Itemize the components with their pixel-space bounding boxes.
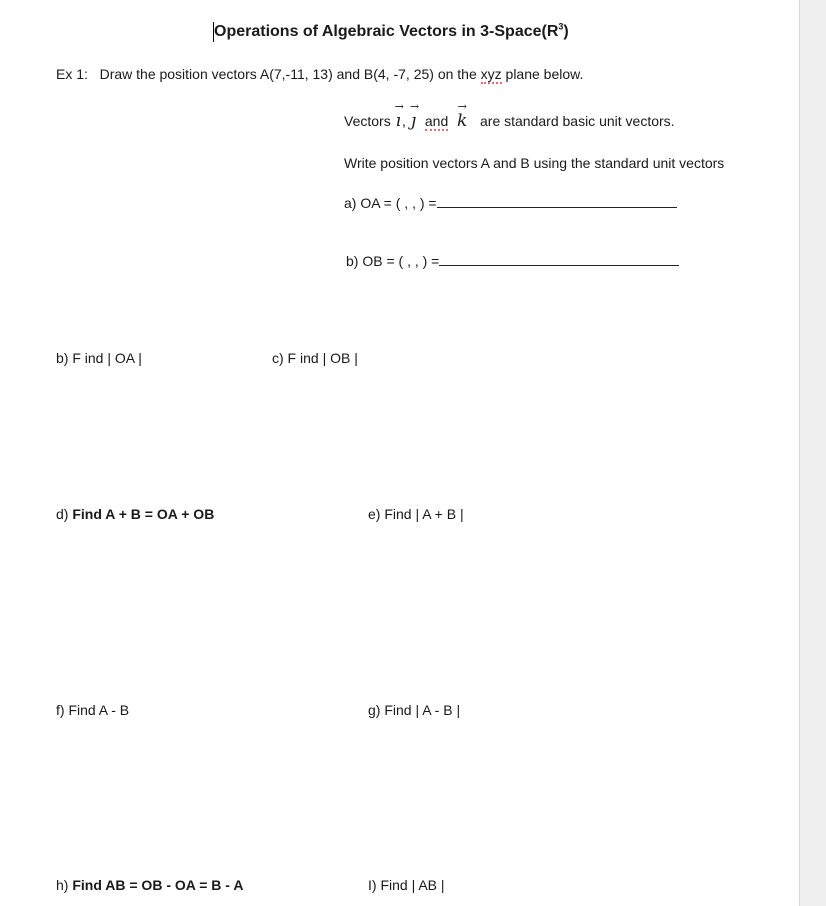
- question-i: I) Find | AB |: [368, 877, 445, 893]
- question-e: e) Find | A + B |: [368, 506, 464, 522]
- page-title: Operations of Algebraic Vectors in $3-Space(R^3)$: [214, 21, 569, 40]
- vector-k: → k: [457, 100, 468, 131]
- question-f: f) Find A - B: [56, 702, 130, 718]
- vector-j: → ȷ: [409, 100, 420, 131]
- question-c: c) F ind | OB |: [272, 350, 358, 366]
- vertical-scrollbar[interactable]: [799, 0, 826, 906]
- write-instruction: Write position vectors A and B using the standard unit vectors: [344, 155, 725, 171]
- spellcheck-xyz: xyz: [480, 66, 502, 82]
- question-h: h) Find AB = OB - OA = B - A: [56, 877, 244, 893]
- question-a: a) OA = ( , , ) =: [344, 193, 677, 212]
- question-d: d) Find A + B = OA + OB: [56, 506, 215, 522]
- question-g: g) Find | A - B |: [368, 702, 461, 718]
- exercise-1-instruction: Ex 1: Draw the position vectors A(7,-11, 13) and B(4, -7, 25) on the xyz plane below.: [56, 66, 584, 82]
- question-b-ob: b) OB = ( , , ) =: [346, 251, 679, 270]
- vector-i: → ı: [394, 100, 404, 131]
- question-b-magnitude: b) F ind | OA |: [56, 350, 142, 366]
- unit-vectors-line: Vectors → ı, → ȷ and → k are standard basic unit vectors.: [344, 108, 675, 134]
